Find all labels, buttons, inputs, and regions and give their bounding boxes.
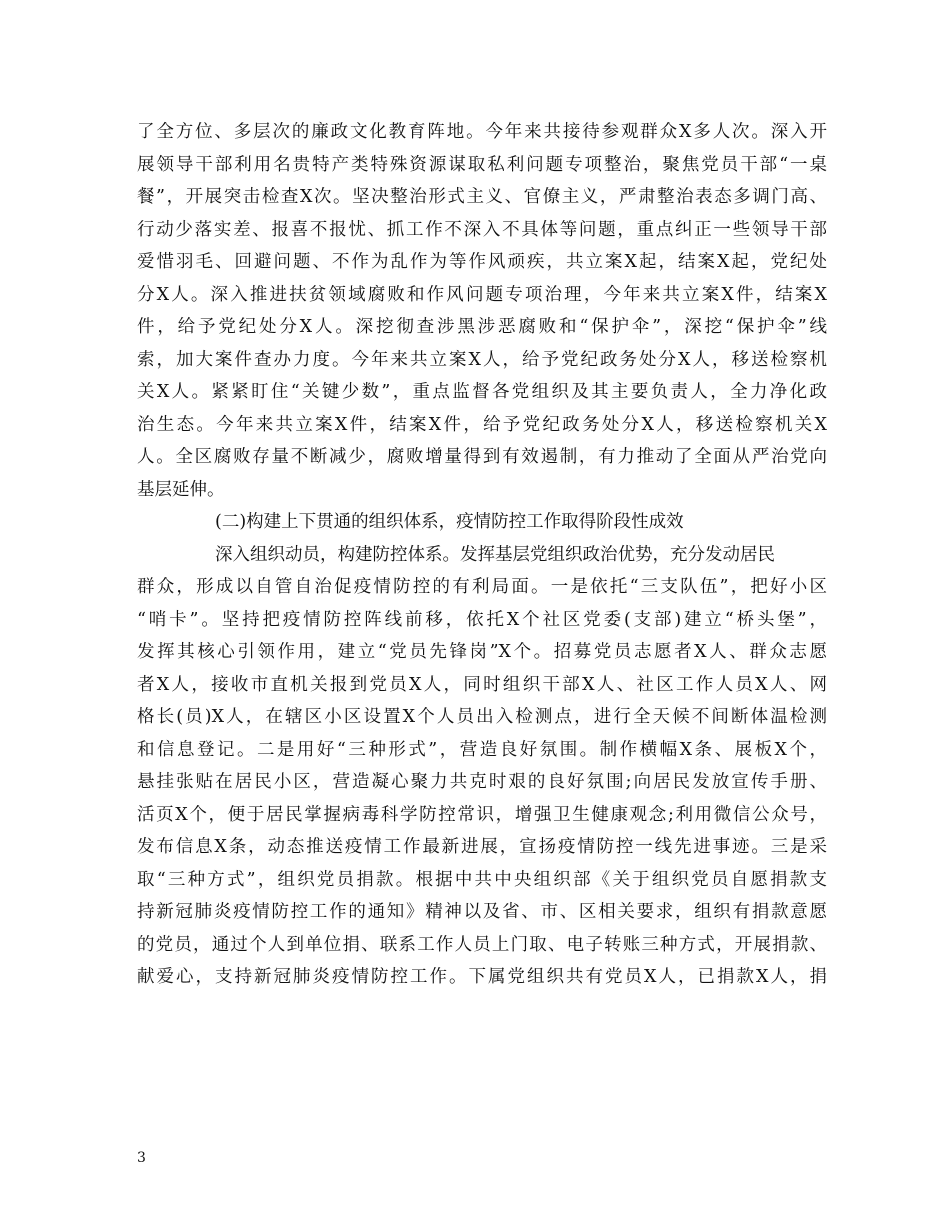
text-line: 群众，形成以自管自治促疫情防控的有利局面。一是依托“三支队伍”，把好小区 xyxy=(137,577,827,597)
text-line: 展领导干部利用名贵特产类特殊资源谋取私利问题专项整治，聚焦党员干部“一桌 xyxy=(137,154,827,175)
text-line: 治生态。今年来共立案X件，结案X件，给予党纪政务处分X人，移送检察机关X xyxy=(137,414,827,435)
text-line: 发布信息X条，动态推送疫情工作最新进展，宣扬疫情防控一线先进事迹。三是采 xyxy=(137,837,827,857)
text-line: 爱惜羽毛、回避问题、不作为乱作为等作风顽疾，共立案X起，结案X起，党纪处 xyxy=(137,252,827,272)
text-line: 基层延伸。 xyxy=(137,479,225,500)
text-line: 格长(员)X人，在辖区小区设置X个人员出入检测点，进行全天候不间断体温检测 xyxy=(137,707,827,727)
text-line: 活页X个，便于居民掌握病毒科学防控常识，增强卫生健康观念;利用微信公众号， xyxy=(137,804,827,825)
text-line: 件，给予党纪处分X人。深挖彻查涉黑涉恶腐败和“保护伞”，深挖“保护伞”线 xyxy=(137,317,827,337)
text-line: 的党员，通过个人到单位捐、联系工作人员上门取、电子转账三种方式，开展捐款、 xyxy=(137,934,827,955)
text-line: 持新冠肺炎疫情防控工作的通知》精神以及省、市、区相关要求，组织有捐款意愿 xyxy=(137,902,827,922)
text-line: 者X人，接收市直机关报到党员X人，同时组织干部X人、社区工作人员X人、网 xyxy=(137,674,827,695)
text-line: “哨卡”。坚持把疫情防控阵线前移，依托X个社区党委(支部)建立“桥头堡”， xyxy=(137,609,827,630)
text-line: 餐”，开展突击检查X次。坚决整治形式主义、官僚主义，严肃整治表态多调门高、 xyxy=(137,187,827,207)
page-number: 3 xyxy=(137,1150,146,1166)
text-line: 人。全区腐败存量不断减少，腐败增量得到有效遏制，有力推动了全面从严治党向 xyxy=(137,447,827,467)
text-line: 分X人。深入推进扶贫领域腐败和作风问题专项治理，今年来共立案X件，结案X xyxy=(137,284,827,305)
text-line: 献爱心，支持新冠肺炎疫情防控工作。下属党组织共有党员X人，已捐款X人，捐 xyxy=(137,967,827,987)
body-text xyxy=(137,116,827,994)
text-line: 悬挂张贴在居民小区，营造凝心聚力共克时艰的良好氛围;向居民发放宣传手册、 xyxy=(137,772,827,792)
section-heading: (二)构建上下贯通的组织体系，疫情防控工作取得阶段性成效 xyxy=(215,512,684,532)
text-line: 关X人。紧紧盯住“关键少数”，重点监督各党组织及其主要负责人，全力净化政 xyxy=(137,382,827,402)
text-line: 行动少落实差、报喜不报忧、抓工作不深入不具体等问题，重点纠正一些领导干部 xyxy=(137,219,827,240)
paragraph-first-line: 深入组织动员，构建防控体系。发挥基层党组织政治优势，充分发动居民 xyxy=(215,544,775,565)
text-line: 索，加大案件查办力度。今年来共立案X人，给予党纪政务处分X人，移送检察机 xyxy=(137,349,827,370)
text-line: 取“三种方式”，组织党员捐款。根据中共中央组织部《关于组织党员自愿捐款支 xyxy=(137,869,827,890)
text-line: 发挥其核心引领作用，建立“党员先锋岗”X个。招募党员志愿者X人、群众志愿 xyxy=(137,642,827,662)
text-line: 和信息登记。二是用好“三种形式”，营造良好氛围。制作横幅X条、展板X个， xyxy=(137,739,827,760)
text-line: 了全方位、多层次的廉政文化教育阵地。今年来共接待参观群众X多人次。深入开 xyxy=(137,122,827,142)
